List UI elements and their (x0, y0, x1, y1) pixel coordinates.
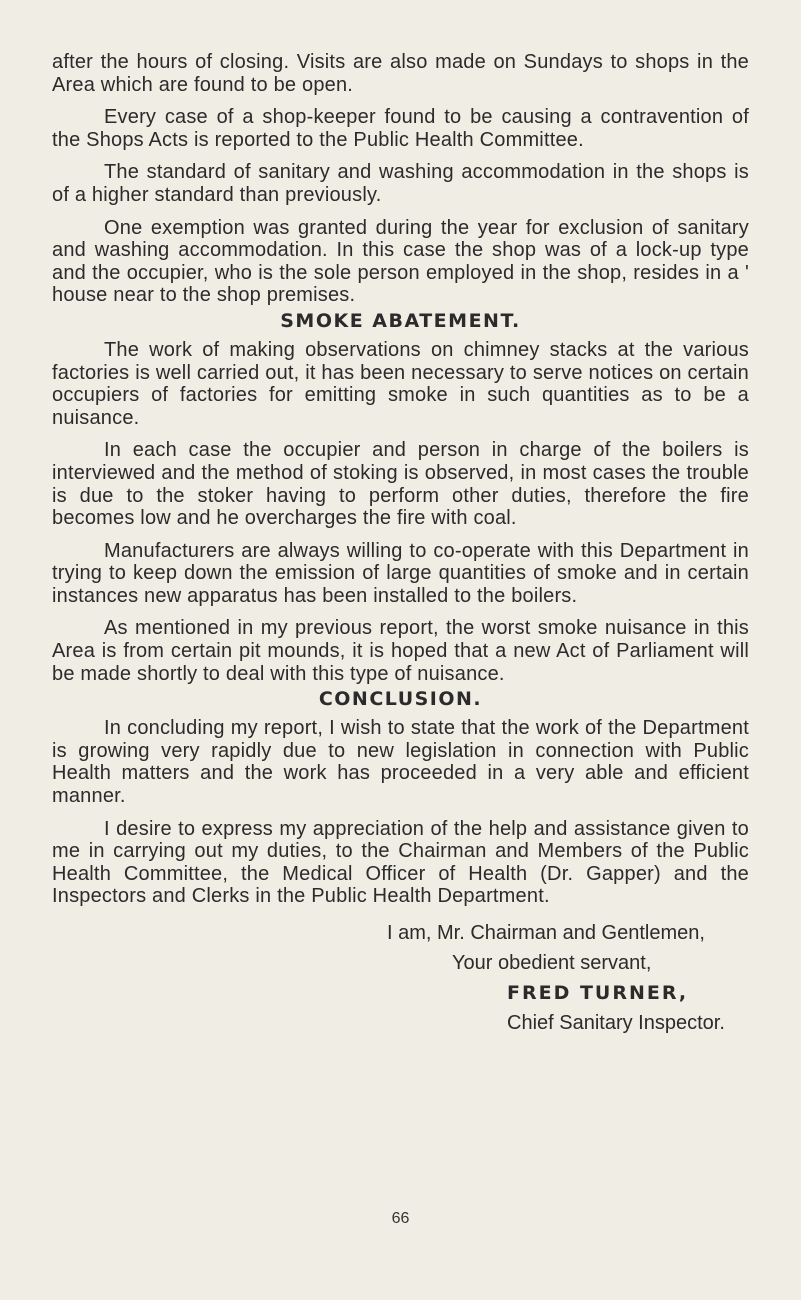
signatory-title: Chief Sanitary Inspector. (507, 1012, 725, 1034)
paragraph: In concluding my report, I wish to state that the work of the Department is growing very rapidly due to new legislation in connection with Public Health matters and the work has proceeded in a very able and efficient manner. (52, 717, 749, 808)
paragraph: The work of making observations on chimney stacks at the various factories is well carried out, it has been necessary to serve notices on certain occupiers of factories for emitting smoke in such quantities as to be a nuisance. (52, 338, 749, 429)
paragraph: Every case of a shop-keeper found to be causing a contravention of the Shops Acts is reported to the Public Health Committee. (52, 106, 749, 151)
paragraph: As mentioned in my previous report, the worst smoke nuisance in this Area is from certain pit mounds, it is hoped that a new Act of Parliament will be made shortly to deal with this type of nuisance. (52, 617, 749, 685)
paragraph: I desire to express my appreciation of the help and assistance given to me in carrying out my duties, to the Chairman and Members of the Public Health Committee, the Medical Officer of Health (Dr. Gapper) and the Inspectors and Clerks in the Public Health Department. (52, 817, 749, 908)
section-heading-conclusion: CONCLUSION. (318, 688, 483, 711)
page-number: 66 (391, 1210, 410, 1227)
valediction: Your obedient servant, (452, 952, 652, 974)
paragraph: Manufacturers are always willing to co-operate with this Department in trying to keep down the emission of large quantities of smoke and in certain instances new apparatus has been installed to the boilers. (52, 539, 749, 607)
paragraph: after the hours of closing. Visits are also made on Sundays to shops in the Area which are found to be open. (52, 51, 749, 96)
paragraph: The standard of sanitary and washing accommodation in the shops is of a higher standard than previously. (52, 161, 749, 206)
paragraph: In each case the occupier and person in charge of the boilers is interviewed and the method of stoking is observed, in most cases the trouble is due to the stoker having to perform other duties, therefore the fire becomes low and he overcharges the fire with coal. (52, 439, 749, 530)
section-heading-smoke-abatement: SMOKE ABATEMENT. (280, 309, 521, 332)
signature-block (52, 918, 749, 1038)
paragraph: One exemption was granted during the year for exclusion of sanitary and washing accommodation. In this case the shop was of a lock-up type and the occupier, who is the sole person employed in the shop, resides in a ' house near to the shop premises. (52, 216, 749, 307)
salutation: I am, Mr. Chairman and Gentlemen, (387, 922, 705, 944)
signatory-name: FRED TURNER, (507, 982, 689, 1004)
